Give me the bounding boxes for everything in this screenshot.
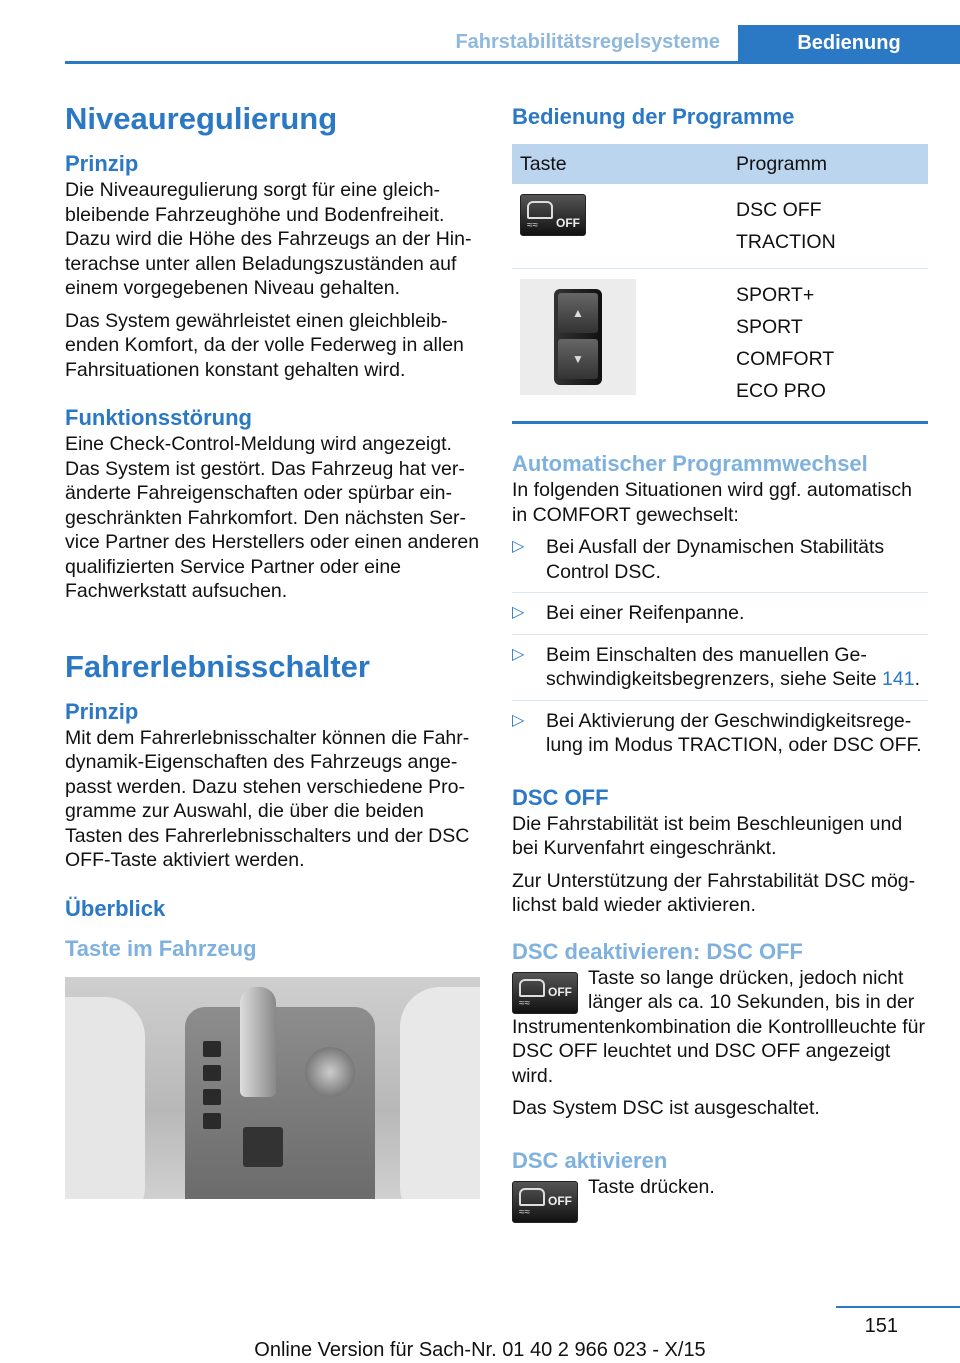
program-table: [512, 144, 928, 424]
paragraph-auto: In folgenden Situationen wird ggf. automatisch in COMFORT gewechselt:: [512, 479, 913, 526]
list-item: [512, 643, 928, 701]
paragraph-stoerung: Eine Check-Control-Meldung wird angezeigt. Das System ist gestört. Das Fahrzeug hat veränderte Fahreigenschaften oder spürbar eingeschränkten Fahrkomfort. Den nächsten Service Partner des Herstellers oder einen anderen qualifizierten Service Partner oder eine Fachwerkstatt aufsuchen.: [65, 433, 480, 602]
heading-prinzip-fahrerlebnis: Prinzip: [65, 698, 139, 724]
heading-automatischer-programmwechsel: Automatischer Programmwechsel: [512, 451, 868, 476]
heading-dsc-off: DSC OFF: [512, 784, 609, 810]
right-column: [512, 100, 928, 1221]
column-header-taste: Taste: [512, 144, 728, 184]
header-rule: [65, 61, 960, 64]
triangle-bullet-icon: ▷: [512, 645, 525, 663]
off-label: OFF: [548, 984, 572, 999]
gear-lever: [240, 987, 276, 1097]
program-name: TRACTION: [736, 231, 836, 253]
console-button-icon: [203, 1113, 221, 1129]
skid-wave-icon: ≈≈: [527, 220, 538, 231]
chapter-title: Fahrstabilitätsregelsysteme: [455, 31, 720, 53]
heading-prinzip-niveau: Prinzip: [65, 151, 139, 176]
online-version-note: Online Version für Sach-Nr. 01 40 2 966 023 - X/15: [254, 1339, 706, 1361]
console-button-icon: [203, 1041, 221, 1057]
column-header-programm: Programm: [728, 144, 928, 184]
arrow-down-icon: ▼: [558, 339, 598, 379]
program-name: DSC OFF: [736, 199, 822, 221]
table-header-row: [512, 144, 928, 184]
car-icon: [519, 979, 545, 997]
paragraph-deakt-2: Das System DSC ist ausgeschaltet.: [512, 1097, 820, 1119]
paragraph-fahrerlebnis: Mit dem Fahrerlebnisschalter können die Fahrdynamik-Eigenschaften des Fahrzeugs angepasst werden. Dazu stehen verschiedene Programme zur Auswahl, die über die beiden Tasten des Fahrerlebnisschalters und der DSC OFF-Taste aktiviert werden.: [65, 726, 470, 871]
table-cell-taste: [512, 269, 728, 423]
driving-experience-switch-icon: [520, 279, 636, 395]
heading-fahrerlebnisschalter: Fahrerlebnisschalter: [65, 648, 370, 684]
skid-wave-icon: ≈≈: [519, 1206, 530, 1218]
dsc-activate-instruction: [512, 1175, 928, 1221]
skid-wave-icon: ≈≈: [519, 997, 530, 1009]
parking-brake-button: [243, 1127, 283, 1167]
center-console-photo: [65, 977, 480, 1199]
dsc-off-button-icon: [512, 1181, 578, 1223]
bullet-list: [512, 535, 928, 766]
list-item-text: Bei Aktivierung der Geschwindigkeitsregelung im Modus TRACTION, oder DSC OFF.: [546, 709, 922, 756]
heading-dsc-aktivieren: DSC aktivieren: [512, 1147, 668, 1173]
paragraph-deakt-continued: Instrumentenkombination die Kontrollleuchte für DSC OFF leuchtet und DSC OFF angezeigt wird.: [512, 1015, 925, 1087]
page-number: 151: [864, 1315, 898, 1337]
dsc-off-button-icon: [512, 972, 578, 1014]
off-label: OFF: [556, 216, 580, 230]
car-icon: [519, 1188, 545, 1206]
heading-ueberblick: Überblick: [65, 895, 166, 921]
page-header: [0, 25, 960, 63]
console-button-icon: [203, 1065, 221, 1081]
switch-housing: [554, 289, 602, 385]
program-name: SPORT: [736, 316, 803, 338]
heading-bedienung-programme: Bedienung der Programme: [512, 104, 795, 129]
controller-knob: [305, 1047, 355, 1097]
list-item: [512, 535, 928, 593]
spacer: [65, 923, 480, 935]
triangle-bullet-icon: ▷: [512, 538, 525, 555]
list-item-text: Bei einer Reifenpanne.: [546, 602, 745, 624]
spacer: [512, 926, 928, 938]
footer-rule: [836, 1306, 960, 1308]
spacer: [65, 390, 480, 404]
heading-funktionsstoerung: Funktionsstörung: [65, 405, 252, 430]
heading-taste-im-fahrzeug: Taste im Fahrzeug: [65, 935, 257, 961]
console-button-icon: [203, 1089, 221, 1105]
paragraph-niveau-1: Die Niveauregulierung sorgt für eine gleichbleibende Fahrzeughöhe und Bodenfreiheit. Dazu wird die Höhe des Fahrzeugs an der Hinterachse unter allen Beladungszuständen auf einem vorgegebenen Niveau gehalten.: [65, 179, 472, 299]
program-name: COMFORT: [736, 348, 835, 370]
spacer: [65, 881, 480, 895]
spacer: [512, 1129, 928, 1147]
table-row: [512, 184, 928, 269]
arrow-up-icon: ▲: [558, 293, 598, 333]
seat-right: [400, 987, 480, 1199]
list-item-text: .: [914, 668, 920, 690]
list-item-text: Beim Einschalten des manuellen Geschwindigkeitsbegrenzers, siehe Seite: [546, 643, 883, 690]
list-item: [512, 601, 928, 635]
seat-left: [65, 997, 145, 1199]
paragraph-deakt-indented: Taste so lange drücken, jedoch nicht länger als ca. 10 Sekunden, bis in der: [588, 966, 915, 1013]
paragraph-niveau-2: Das System gewährleistet einen gleichbleibenden Komfort, da der volle Federweg in allen Fahrsituationen konstant gehalten wird.: [65, 309, 464, 381]
car-icon: [527, 201, 553, 219]
spacer: [512, 774, 928, 784]
spacer: [65, 612, 480, 648]
left-column: [65, 100, 480, 1199]
program-name: SPORT+: [736, 284, 815, 306]
program-name: ECO PRO: [736, 380, 826, 402]
page-reference-link[interactable]: 141: [882, 668, 915, 690]
heading-dsc-deaktivieren: DSC deaktivieren: DSC OFF: [512, 938, 803, 964]
triangle-bullet-icon: ▷: [512, 604, 525, 621]
off-label: OFF: [548, 1193, 572, 1208]
triangle-bullet-icon: ▷: [512, 711, 525, 729]
spacer: [512, 424, 928, 450]
dsc-deactivate-instruction: [512, 966, 928, 1089]
section-tab: Bedienung: [738, 25, 960, 61]
table-cell-taste: [512, 184, 728, 269]
list-item: [512, 709, 928, 766]
table-cell-programm: [728, 269, 928, 423]
list-item-text: Bei Ausfall der Dynamischen Stabilitäts Control DSC.: [546, 536, 885, 583]
paragraph-dscoff-1: Die Fahrstabilität ist beim Beschleunigen und bei Kurvenfahrt eingeschränkt.: [512, 812, 903, 859]
dsc-off-button-icon: [520, 194, 586, 236]
paragraph-dscoff-2: Zur Unterstützung der Fahrstabilität DSC möglichst bald wieder aktivieren.: [512, 869, 916, 916]
table-cell-programm: [728, 184, 928, 269]
table-row: [512, 269, 928, 423]
paragraph-akt: Taste drücken.: [588, 1175, 715, 1198]
page-footer: [0, 1303, 960, 1363]
heading-niveauregulierung: Niveauregulierung: [65, 101, 338, 136]
